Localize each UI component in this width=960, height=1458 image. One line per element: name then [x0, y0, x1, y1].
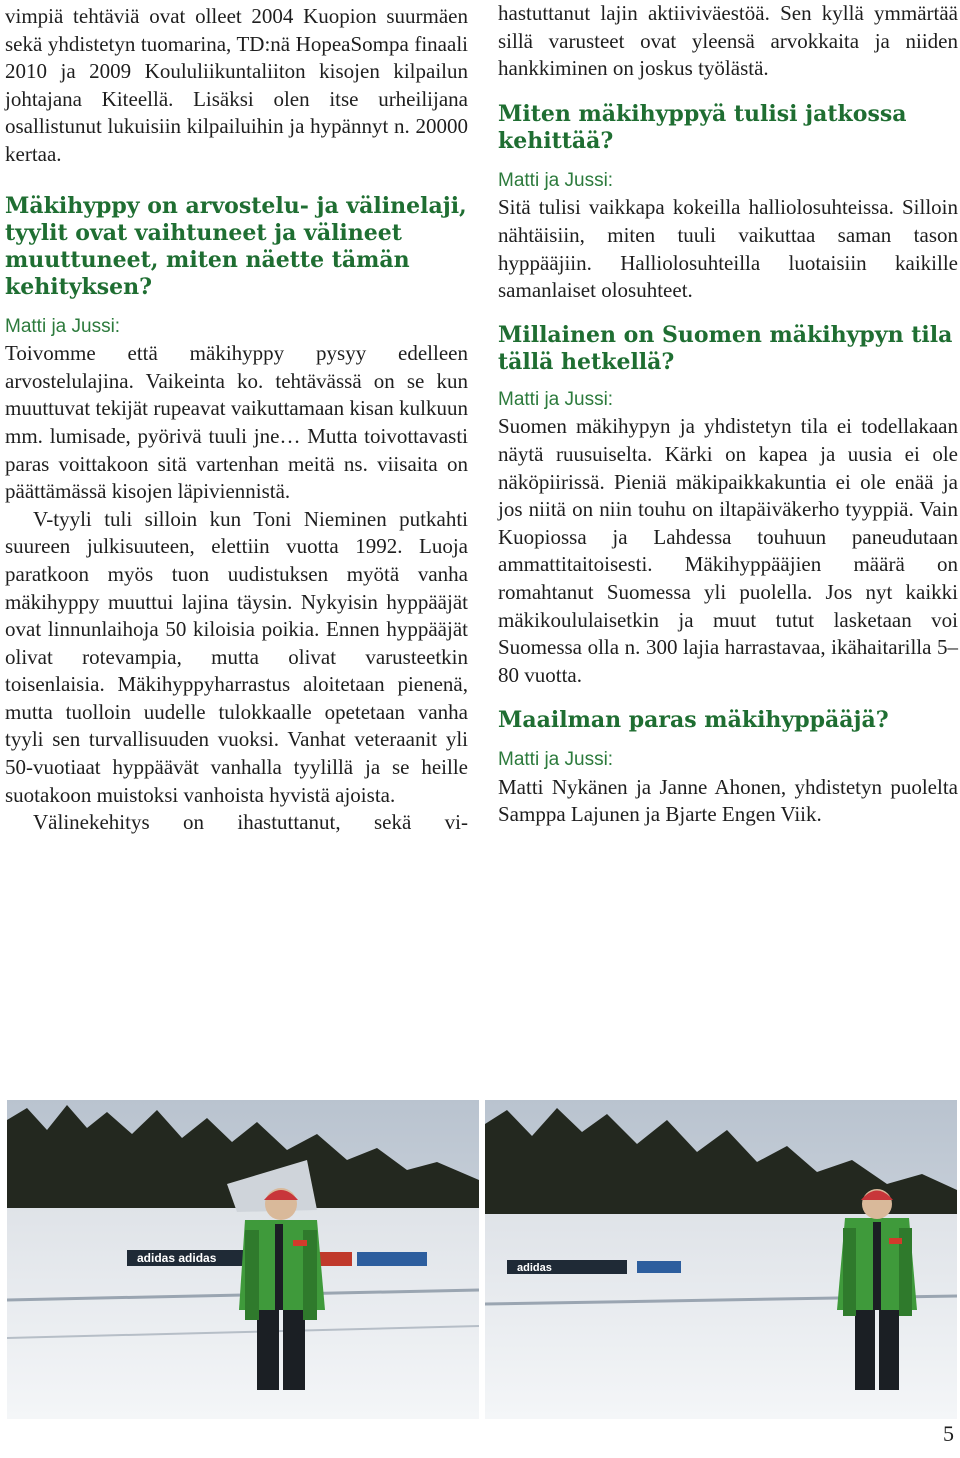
right-column — [498, 0, 958, 829]
answer-paragraph: Sitä tulisi vaikkapa kokeilla halliolosuhteissa. Silloin nähtäisiin, miten tuuli vaikuttaa saman tason hyppääjiin. Halliolosuhteilla luotaisiin kaikille samanlaiset olosuhteet. — [498, 195, 958, 303]
question-heading-state: Millainen on Suomen mäkihypyn tila tällä hetkellä? — [498, 321, 953, 375]
answer-paragraph: V-tyyli tuli silloin kun Toni Nieminen putkahti suureen julkisuuteen, elettiin vuotta 1992. Luoja paratkoon myös tuon uudistuksen myötä vanha mäkihyppy muuttui lajina täysin. Nykyisin hyppääjät ovat linnunlaihoja 50 kiloisia poikia. Ennen hyppääjät olivat rotevampia, mutta olivat varusteetkin toisenlaisia. Mäkihyppyharrastus aloitetaan pienenä, mutta tuolloin uudelle tulokkaalle opetetaan vanha tyyli sen turvallisuuden vuoksi. Vanhat veteraanit yli 50-vuotiaat hyppäävät vanhalla tyylillä ja se heille suotakoon muistoksi vanhoista hyvistä ajoista. — [5, 506, 468, 807]
speaker-label: Matti ja Jussi: — [498, 388, 614, 410]
continuation-paragraph: hastuttanut lajin aktiiviväestöä. Sen kyllä ymmärtää sillä varusteet ovat yleensä arvokkaita ja niiden hankkiminen on joskus työlästä. — [498, 1, 958, 81]
question-heading-best-jumper: Maailman paras mäkihyppääjä? — [498, 707, 889, 734]
answer-paragraph: Matti Nykänen ja Janne Ahonen, yhdistetyn puolelta Samppa Lajunen ja Bjarte Engen Viik. — [498, 774, 958, 827]
photo-left — [7, 1100, 479, 1419]
answer-paragraph: Suomen mäkihypyn ja yhdistetyn tila ei todellakaan näytä ruusuiselta. Kärki on kapea ja uusia ei ole näköpiirissä. Pieniä mäkipaikkakuntia ei ole enää ja jos niitä on niin touhu on iltapäiväkerho tyyppiä. Vain Kuopiossa ja Lahdessa touhuun paneudutaan ammattitaitoisesti. Mäkihyppääjien määrä on romahtanut Suomessa yli puolella. Jos nyt kaikki mäkikoululaisetkin ja muut tutut lasketaan voi Suomessa olla n. 300 lajia harrastavaa, ikähaitarilla 5–80 vuotta. — [498, 414, 958, 687]
banner-text: adidas adidas — [137, 1251, 217, 1265]
photo-right — [485, 1100, 957, 1419]
speaker-label: Matti ja Jussi: — [498, 169, 614, 191]
page-number: 5 — [943, 1421, 954, 1446]
banner-text: adidas — [517, 1262, 552, 1274]
intro-paragraph: vimpiä tehtäviä ovat olleet 2004 Kuopion suurmäen sekä yhdistetyn tuomarina, TD:nä HopeaSompa finaali 2010 ja 2009 Koululiikuntaliiton kisojen kilpailun johtajana Kiteellä. Lisäksi olen itse urheilijana osallistunut lukuisiin kilpailuihin ja hypännyt n. 20000 kertaa. — [5, 4, 468, 166]
speaker-label: Matti ja Jussi: — [498, 749, 614, 771]
question-heading-development: Miten mäkihyppyä tulisi jatkossa kehittää? — [498, 100, 907, 154]
answer-paragraph: Toivomme että mäkihyppy pysyy edelleen arvostelulajina. Vaikeinta ko. tehtävässä on se kun muuttuvat tekijät rupeavat vaikuttamaan kisan kulkuun mm. lumisade, pyörivä tuuli jne… Mutta toivottavasti paras voittakoon sitä vartenhan meitä ns. viisaita on päättämässä kisojen läpiviennistä. — [5, 341, 468, 504]
speaker-label: Matti ja Jussi: — [5, 315, 121, 337]
answer-paragraph: Välinekehitys on ihastuttanut, sekä vi- — [33, 810, 468, 835]
photo-strip — [7, 1100, 957, 1419]
question-heading-judged-sport: Mäkihyppy on arvostelu- ja välinelaji, tyylit ovat vaihtuneet ja välineet muuttuneet, miten näette tämän kehityksen? — [5, 192, 467, 300]
left-column — [5, 0, 468, 837]
